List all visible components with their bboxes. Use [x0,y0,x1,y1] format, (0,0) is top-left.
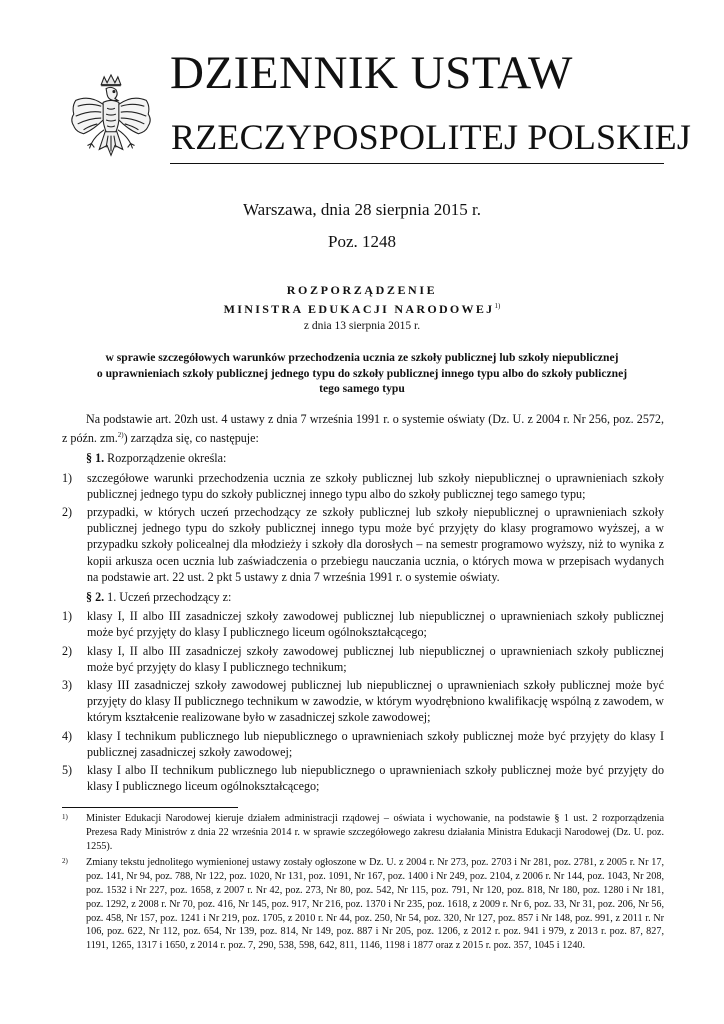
list-item [62,643,664,675]
subject-line: w sprawie szczegółowych warunków przechodzenia ucznia ze szkoły publicznej lub szkoły niepublicznej [105,351,619,364]
subject-line: o uprawnieniach szkoły publicznej jednego typu do szkoły publicznej innego typu albo do szkoły publicznej [96,366,628,380]
list-item-number: 4) [62,728,73,743]
section-2-heading [62,589,664,605]
footnote-text: Zmiany tekstu jednolitego wymienionej ustawy zostały ogłoszone w Dz. U. z 2004 r. Nr 273, poz. 2703 i Nr 281, poz. 2781, z 2005 r. Nr 17, poz. 141, Nr 94, poz. 788, Nr 122, poz. 1020, Nr 131, poz. 1091, Nr 167, poz. 1400 i Nr 249, poz. 2104, z 2006 r. Nr 144, poz. 1043, Nr 208, poz. 1532 i Nr 227, poz. 1658, z 2007 r. Nr 42, poz. 273, Nr 80, poz. 542, Nr 115, poz. 791, Nr 120, poz. 818, Nr 180, poz. 1280 i Nr 181, poz. 1292, z 2008 r. Nr 70, poz. 416, Nr 145, poz. 917, Nr 216, poz. 1370 i Nr 235, poz. 1618, z 2009 r. Nr 6, poz. 33, Nr 31, poz. 206, Nr 56, poz. 458, Nr 157, poz. 1241 i Nr 219, poz. 1705, z 2010 r. Nr 44, poz. 250, Nr 54, poz. 320, Nr 127, poz. 857 i Nr 148, poz. 991, z 2011 r. Nr 106, poz. 622, Nr 112, poz. 654, Nr 139, poz. 814, Nr 149, poz. 887 i Nr 205, poz. 1206, z 2012 r. poz. 941 i 979, z 2013 r. poz. 87, 827, 1191, 1265, 1317 i 1650, z 2014 r. poz. 7, 290, 538, 598, 642, 811, 1146, 1198 i 1877 oraz z 2015 r. poz. 357, 1045 i 1240. [86,857,664,952]
section-2-label: § 2. [86,590,105,605]
list-item [62,728,664,760]
header-divider [170,163,664,164]
list-item [62,608,664,640]
list-item-text: szczegółowe warunki przechodzenia ucznia ze szkoły publicznej lub szkoły niepublicznej o uprawnieniach szkoły publicznej jednego typu do szkoły publicznej innego typu albo do szkoły publicznej tego samego typu; [87,470,664,501]
act-body [62,411,664,797]
list-item-text: klasy I technikum publicznego lub niepublicznego o uprawnieniach szkoły publicznej może być przyjęty do klasy I publicznej zasadniczej szkoły zawodowej; [87,728,664,759]
journal-title: DZIENNIK USTAW [170,47,573,99]
publication-dateline: Warszawa, dnia 28 sierpnia 2015 r. [243,200,481,219]
list-item [62,762,664,794]
preamble-footnote-ref: 2) [117,431,124,440]
section-1-label: § 1. [86,451,105,466]
list-item-text: klasy I, II albo III zasadniczej szkoły zawodowej publicznej lub niepublicznej o uprawnieniach szkoły publicznej może być przyjęty do klasy I publicznego liceum ogólnokształcącego; [87,609,664,640]
footnote-divider [62,807,238,808]
act-type: ROZPORZĄDZENIE [286,283,438,297]
list-item-number: 3) [62,678,73,693]
list-item-text: klasy III zasadniczej szkoły zawodowej publicznej lub niepublicznej o uprawnieniach szkoły publicznej może być przyjęty do klasy II publicznego technikum w zawodzie, w którym wyodrębniono kwalifikację wspólną z zawodem, w którym kształcenie realizowane było w zasadniczej szkole zawodowej; [87,678,664,725]
section-1-text: Rozporządzenie określa: [107,451,227,466]
list-item [62,677,664,726]
journal-subtitle: RZECZYPOSPOLITEJ POLSKIEJ [171,117,692,157]
list-item-text: przypadki, w których uczeń przechodzący ze szkoły publicznej lub szkoły niepublicznej o uprawnieniach szkoły publicznej jednego typu do szkoły publicznej innego typu może być przyjęty do klasy programowo wyższej, a w przypadku szkoły policealnej dla młodzieży i szkoły dla dorosłych – na semestr programowo wyższy, niż to wynika z kopii arkusza ocen ucznia lub zaświadczenia o przebiegu nauczania ucznia, o których mowa w przepisach wydanych na podstawie art. 22 ust. 2 pkt 5 ustawy z dnia 7 września 1991 r. o systemie oświaty. [87,505,664,584]
list-item [62,470,664,502]
list-item-text: klasy I albo II technikum publicznego lub niepublicznego o uprawnieniach szkoły publicznej może być przyjęty do klasy I publicznego liceum ogólnokształcącego; [87,763,664,794]
white-eagle-emblem-icon [62,70,160,170]
footnote-number: 1) [62,813,68,821]
footnote-number: 2) [62,857,68,866]
list-item [62,504,664,585]
list-item-number: 1) [62,609,73,624]
footnote-text: Minister Edukacji Narodowej kieruje działem administracji rządowej – oświata i wychowanie, na podstawie § 1 ust. 2 rozporządzenia Prezesa Rady Ministrów z dnia 22 września 2014 r. w sprawie szczegółowego zakresu działania Ministra Edukacji Narodowej (Dz. U. poz. 1255). [86,813,664,852]
footnotes [62,812,664,956]
publication-position: Poz. 1248 [328,232,396,251]
subject-line: tego samego typu [319,382,405,395]
act-issuer-text: MINISTRA EDUKACJI NARODOWEJ [223,302,495,316]
footnote [62,856,664,953]
list-item-number: 5) [62,763,73,778]
preamble-text: Na podstawie art. 20zh ust. 4 ustawy z dnia 7 września 1991 r. o systemie oświaty (Dz. U. z 2004 r. Nr 256, poz. 2572, z późn. zm. [62,412,664,446]
act-date: z dnia 13 sierpnia 2015 r. [303,320,421,332]
section-1-heading [62,450,664,466]
list-item-number: 2) [62,505,73,520]
section-2-text: 1. Uczeń przechodzący z: [107,590,232,605]
footnote [62,812,664,853]
preamble [62,411,664,446]
act-subject [0,350,724,397]
issuer-footnote-ref: 1) [494,302,501,310]
list-item-text: klasy I, II albo III zasadniczej szkoły zawodowej publicznej lub niepublicznej o uprawnieniach szkoły publicznej może być przyjęty do klasy I publicznego technikum; [87,643,664,674]
list-item-number: 1) [62,470,73,485]
preamble-end: ) zarządza się, co następuje: [123,431,259,446]
list-item-number: 2) [62,643,73,658]
act-issuer [0,302,724,317]
